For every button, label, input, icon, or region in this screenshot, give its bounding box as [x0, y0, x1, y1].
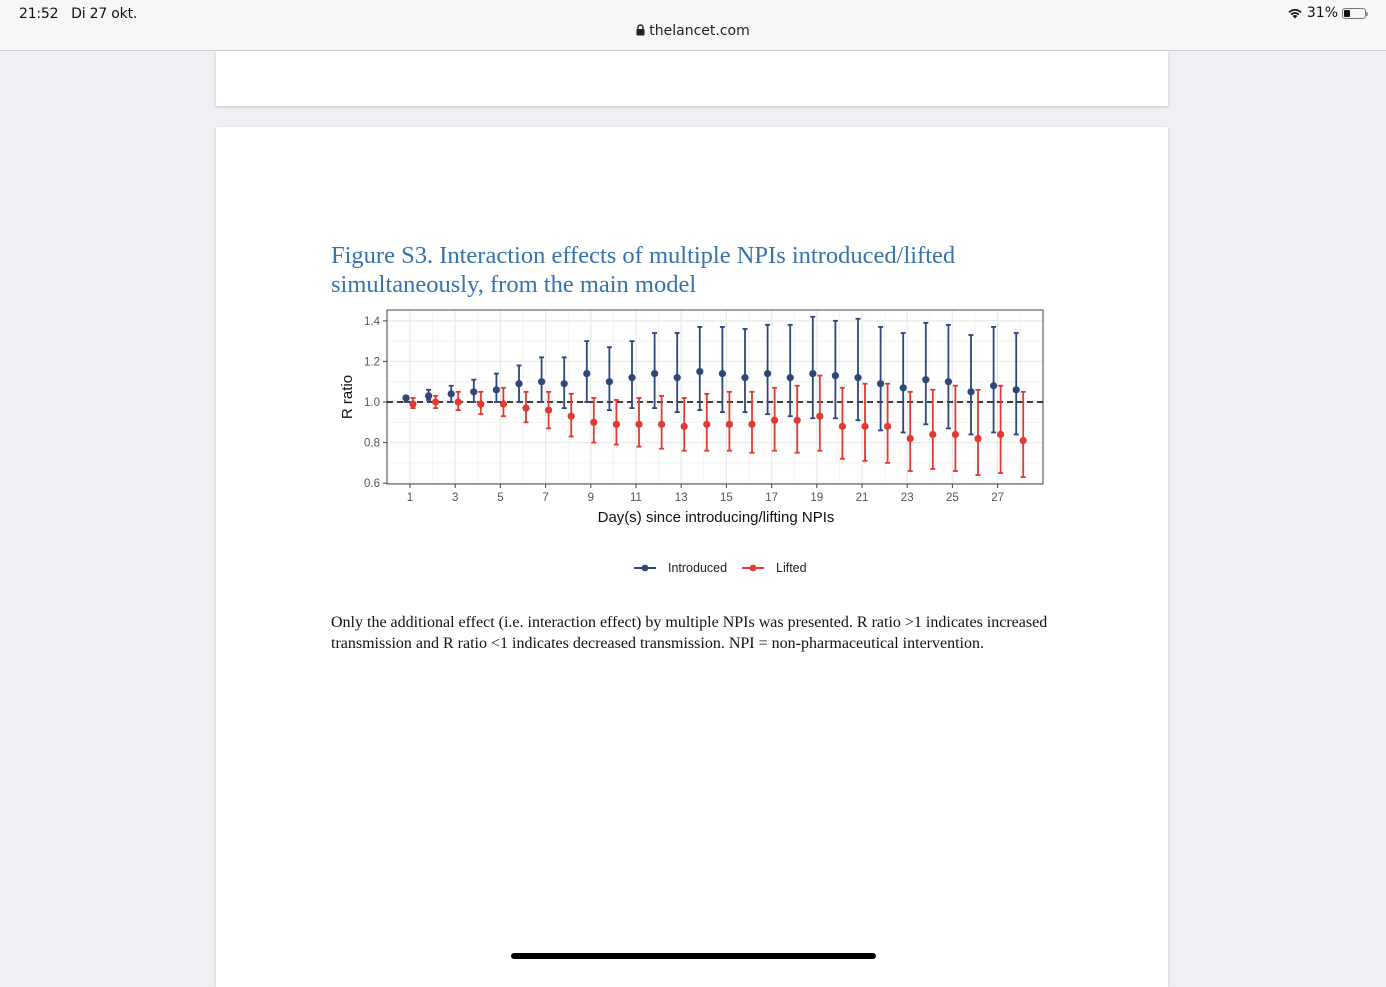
home-indicator[interactable]: [511, 953, 876, 959]
r-ratio-chart: [216, 127, 1168, 597]
x-tick-label: 17: [765, 492, 778, 504]
chart-grid: [387, 310, 1043, 484]
chart-legend: [634, 561, 807, 575]
battery-percent: 31%: [1306, 5, 1338, 21]
figure-caption: Only the additional effect (i.e. interaction effect) by multiple NPIs was presented. R ratio >1 indicates increased transmission and R ratio <1 indicates decreased transmission. NPI = non-pharmaceutical intervention.: [331, 614, 1048, 652]
figure-title-line2: simultaneously, from the main model: [331, 271, 697, 298]
x-tick-label: 3: [451, 492, 459, 504]
figure-title-line1: Figure S3. Interaction effects of multiple NPIs introduced/lifted: [331, 242, 956, 269]
y-tick-label: 1.0: [364, 397, 380, 409]
x-tick-label: 7: [542, 492, 549, 504]
y-axis-label: R ratio: [339, 374, 356, 420]
x-tick-label: 23: [900, 492, 914, 504]
document-page-previous: [216, 51, 1168, 106]
svg-text:Lifted: Lifted: [776, 561, 807, 575]
legend-item-lifted: [742, 561, 807, 575]
x-tick-label: 5: [497, 492, 504, 504]
x-axis-label: Day(s) since introducing/lifting NPIs: [597, 509, 835, 526]
status-date: Di 27 okt.: [71, 6, 138, 22]
svg-text:Introduced: Introduced: [668, 561, 728, 575]
x-tick-label: 25: [946, 492, 959, 504]
x-tick-label: 1: [406, 492, 414, 504]
x-tick-label: 11: [630, 492, 642, 504]
wifi-icon: [1287, 7, 1303, 19]
y-tick-label: 0.6: [364, 478, 380, 491]
status-time: 21:52: [19, 6, 59, 22]
x-tick-label: 9: [587, 492, 595, 504]
y-tick-label: 1.4: [364, 315, 380, 328]
x-tick-label: 21: [855, 492, 869, 504]
x-tick-label: 27: [991, 492, 1004, 504]
x-tick-label: 15: [720, 492, 733, 504]
x-tick-label: 19: [810, 492, 824, 504]
document-page: [216, 127, 1168, 987]
url-bar[interactable]: [0, 23, 1386, 39]
y-tick-label: 1.2: [364, 356, 380, 369]
status-right: [1287, 5, 1366, 21]
battery-icon: [1342, 8, 1366, 19]
x-tick-label: 13: [674, 492, 688, 504]
status-time-date: [19, 6, 137, 22]
legend-item-introduced: [634, 561, 727, 575]
y-tick-label: 0.8: [364, 437, 380, 450]
lock-icon: [636, 24, 645, 36]
browser-top-bar: [0, 0, 1386, 51]
url-text: thelancet.com: [649, 23, 750, 39]
